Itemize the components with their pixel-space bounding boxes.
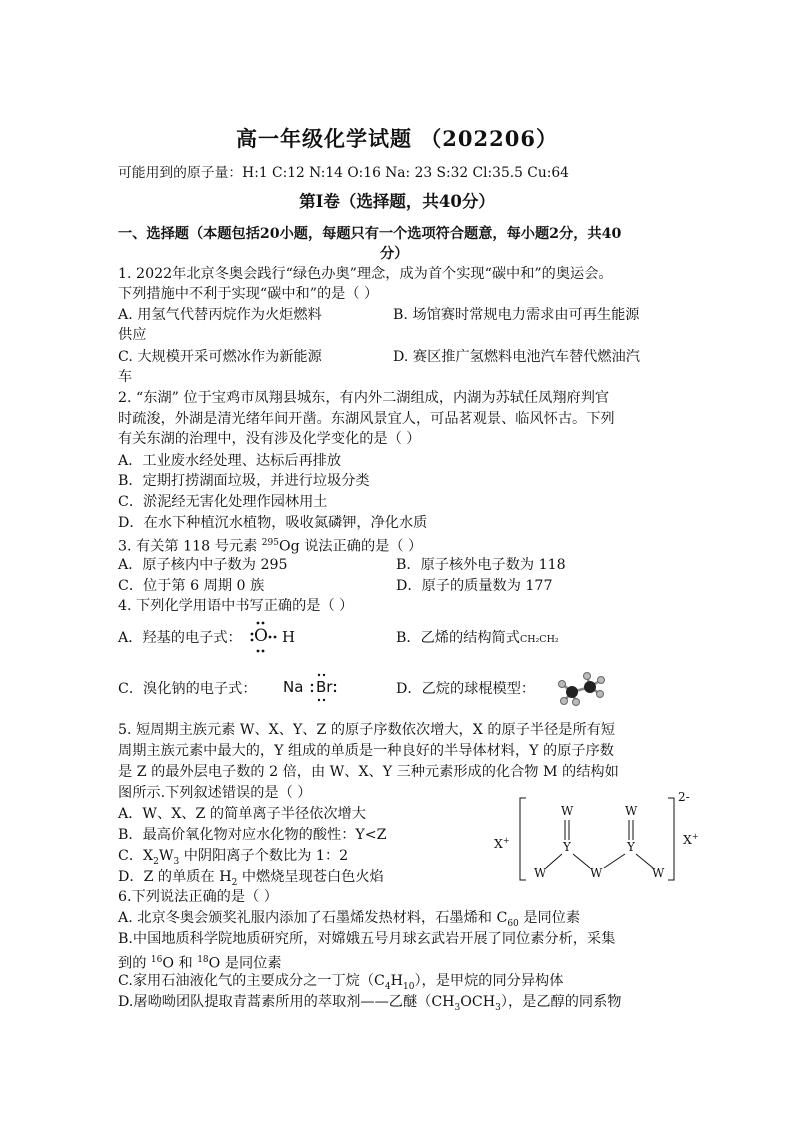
- q4-option-d: D．乙烷的球棍模型：: [396, 681, 536, 697]
- q6-option-c: C.家用石油液化气的主要成分之一丁烷$(C_4H_{10})$，是甲烷的同分异构体: [118, 973, 564, 992]
- q6-option-b-cont: 到的 $^{16}$O 和 $^{18}$O 是同位素: [118, 955, 282, 972]
- w-top-left: W: [561, 804, 574, 818]
- w-top-right: W: [625, 804, 638, 818]
- sodium-bromide-electron-formula: [283, 670, 343, 706]
- q1-option-c: C. 大规模开采可燃冰作为新能源: [118, 349, 322, 365]
- q3-option-d: D．原子的质量数为 177: [396, 578, 553, 594]
- y-right: Y: [627, 840, 635, 854]
- part-heading-cont: 分）: [380, 246, 409, 262]
- q1-option-d: D. 赛区推广氢燃料电池汽车替代燃油汽: [393, 349, 640, 365]
- hydroxyl-electron-formula: [250, 619, 310, 655]
- q2-option-a: A．工业废水经处理、达标后再排放: [118, 453, 342, 469]
- oxygen-symbol: O: [254, 626, 268, 646]
- q5-option-b: B．最高价氧化物对应水化物的酸性：Y<Z: [118, 827, 387, 843]
- q6-option-d: D.屠呦呦团队提取青蒿素所用的萃取剂——乙醚$(CH_3OCH_3)$，是乙醇的同系物: [118, 994, 622, 1013]
- w-bottom-left: W: [534, 866, 547, 880]
- q5-option-a: A．W、X、Z 的简单离子半径依次增大: [118, 806, 366, 822]
- cation-left: X+: [494, 836, 510, 852]
- q1-option-b: B. 场馆赛时常规电力需求由可再生能源: [393, 307, 640, 323]
- q1-stem-cont: 下列措施中不利于实现“碳中和”的是（ ）: [118, 286, 379, 302]
- q3-stem: 3. 有关第 118 号元素 $^{295}$Og 说法正确的是（ ）: [118, 538, 423, 555]
- q1-stem: 1. 2022年北京冬奥会践行“绿色办奥”理念，成为首个实现“碳中和”的奥运会。: [118, 266, 613, 282]
- y-left: Y: [563, 840, 571, 854]
- part-heading: 一、选择题（本题包括20小题，每题只有一个选项符合题意，每小题2分，共40: [118, 226, 622, 242]
- q5-stem-cont2: 是 Z 的最外层电子数的 2 倍，由 W、X、Y 三种元素形成的化合物 M 的结构如: [118, 764, 619, 780]
- q2-stem: 2. “东湖” 位于宝鸡市凤翔县城东，有内外二湖组成，内湖为苏轼任凤翔府判官: [118, 390, 610, 406]
- q1-option-d-cont: 车: [118, 369, 133, 385]
- hydrogen-symbol: H: [282, 628, 296, 646]
- q4-stem: 4. 下列化学用语中书写正确的是（ ）: [118, 598, 354, 614]
- q6-option-b: B.中国地质科学院地质研究所，对嫦娥五号月球玄武岩开展了同位素分析，采集: [118, 931, 616, 947]
- q1-option-b-cont: 供应: [118, 327, 147, 343]
- cation-right: X+: [683, 832, 699, 848]
- q5-option-c: C．$X_2W_3$ 中阴阳离子个数比为 1：2: [118, 848, 349, 867]
- q2-option-b: B．定期打捞湖面垃圾，并进行垃圾分类: [118, 473, 370, 489]
- q6-stem: 6.下列说法正确的是（ ）: [118, 889, 278, 905]
- q5-stem: 5. 短周期主族元素 W、X、Y、Z 的原子序数依次增大，X 的原子半径是所有短: [118, 722, 616, 738]
- q3-option-a: A．原子核内中子数为 295: [118, 557, 288, 573]
- q6-option-a: A. 北京冬奥会颁奖礼服内添加了石墨烯发热材料，石墨烯和 $C_{60}$ 是同位素: [118, 910, 581, 929]
- w-bottom-middle: W: [590, 866, 603, 880]
- q1-option-a: A. 用氢气代替丙烷作为火炬燃料: [118, 307, 322, 323]
- section-title: 第Ⅰ卷（选择题，共40分）: [299, 192, 495, 211]
- compound-m-structure: [490, 792, 710, 888]
- anion-charge: 2-: [678, 790, 690, 804]
- q2-option-d: D．在水下种植沉水植物，吸收氮磷钾，净化水质: [118, 515, 428, 531]
- q4-option-b: B．乙烯的结构简式CH₂CH₂: [396, 630, 559, 646]
- w-bottom-right: W: [652, 866, 665, 880]
- atomic-masses: 可能用到的原子量：H:1 C:12 N:14 O:16 Na: 23 S:32 Cl:35.5 Cu:64: [118, 165, 569, 181]
- bromine-symbol: Br: [316, 678, 333, 696]
- ethane-ball-stick-model: [554, 670, 610, 708]
- sodium-symbol: Na: [283, 678, 304, 696]
- q2-option-c: C．淤泥经无害化处理作园林用土: [118, 494, 328, 510]
- q5-stem-cont: 周期主族元素中最大的，Y 组成的单质是一种良好的半导体材料，Y 的原子序数: [118, 743, 614, 759]
- q4-option-c: C．溴化钠的电子式：: [118, 681, 257, 697]
- page-title: 高一年级化学试题 （202206）: [236, 126, 558, 151]
- q5-option-d: D．Z 的单质在 $H_2$ 中燃烧呈现苍白色火焰: [118, 869, 384, 888]
- q4-option-a: A．羟基的电子式：: [118, 630, 242, 646]
- q2-stem-cont2: 有关东湖的治理中，没有涉及化学变化的是（ ）: [118, 431, 421, 447]
- q5-stem-cont3: 图所示.下列叙述错误的是（ ）: [118, 785, 312, 801]
- q3-option-b: B．原子核外电子数为 118: [396, 557, 566, 573]
- q3-option-c: C．位于第 6 周期 0 族: [118, 578, 265, 594]
- q2-stem-cont: 时疏浚，外湖是清光绪年间开凿。东湖风景宜人，可品茗观景、临风怀古。下列: [118, 411, 615, 427]
